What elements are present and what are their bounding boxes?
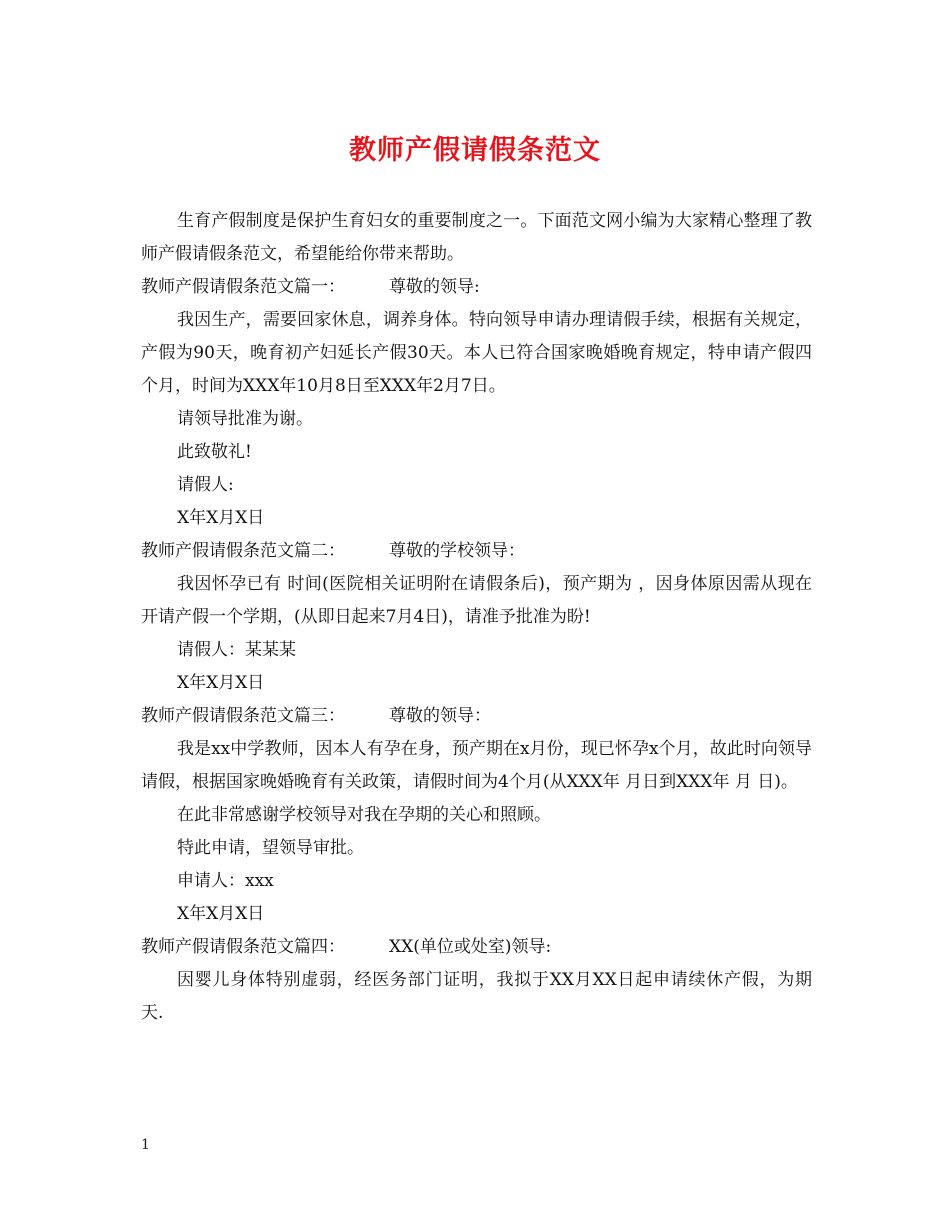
section-3-body: 我是xx中学教师，因本人有孕在身，预产期在x月份，现已怀孕x个月，故此时向领导请假，根据国家晚婚晚育有关政策，请假时间为4个月(从XXX年 月日到XXX年 月 日)。 bbox=[141, 739, 812, 792]
section-1-line-4: X年X月X日 bbox=[177, 508, 265, 528]
section-3-heading: 教师产假请假条范文篇三： bbox=[141, 706, 345, 726]
section-1-heading-line bbox=[141, 271, 812, 304]
section-4-heading-line bbox=[141, 931, 812, 964]
page-number: 1 bbox=[141, 1137, 150, 1153]
section-4-salutation: XX(单位或处室)领导: bbox=[389, 937, 552, 957]
intro-paragraph: 生育产假制度是保护生育妇女的重要制度之一。下面范文网小编为大家精心整理了教师产假请假条范文，希望能给你带来帮助。 bbox=[141, 211, 812, 264]
section-1-heading: 教师产假请假条范文篇一： bbox=[141, 277, 345, 297]
section-1-salutation: 尊敬的领导: bbox=[389, 277, 480, 297]
section-3-line-3: 申请人：xxx bbox=[177, 871, 274, 891]
section-2-line-1: 请假人：某某某 bbox=[177, 640, 296, 660]
section-1-line-1: 请领导批准为谢。 bbox=[177, 409, 313, 429]
section-2-body: 我因怀孕已有 时间(医院相关证明附在请假条后)，预产期为 ，因身体原因需从现在开请产假一个学期，(从即日起来7月4日)，请准予批准为盼! bbox=[141, 574, 812, 627]
document-body bbox=[141, 205, 812, 1030]
section-1-line-3: 请假人: bbox=[177, 475, 234, 495]
section-2-salutation: 尊敬的学校领导： bbox=[389, 541, 525, 561]
document-title: 教师产假请假条范文 bbox=[349, 135, 601, 166]
section-3-line-4: X年X月X日 bbox=[177, 904, 265, 924]
section-1-line-2: 此致敬礼! bbox=[177, 442, 252, 462]
section-3-heading-line bbox=[141, 700, 812, 733]
section-4-body: 因婴儿身体特别虚弱，经医务部门证明，我拟于XX月XX日起申请续休产假，为期 天. bbox=[141, 970, 812, 1023]
section-2-heading: 教师产假请假条范文篇二： bbox=[141, 541, 345, 561]
section-2-heading-line bbox=[141, 535, 812, 568]
section-4-heading: 教师产假请假条范文篇四： bbox=[141, 937, 345, 957]
section-2-line-2: X年X月X日 bbox=[177, 673, 265, 693]
section-3-line-1: 在此非常感谢学校领导对我在孕期的关心和照顾。 bbox=[177, 805, 551, 825]
section-3-salutation: 尊敬的领导： bbox=[389, 706, 491, 726]
section-1-body: 我因生产，需要回家休息，调养身体。特向领导申请办理请假手续，根据有关规定，产假为90天，晚育初产妇延长产假30天。本人已符合国家晚婚晚育规定，特申请产假四个月，时间为XXX年10月8日至XXX年2月7日。 bbox=[141, 310, 812, 396]
section-3-line-2: 特此申请，望领导审批。 bbox=[177, 838, 364, 858]
